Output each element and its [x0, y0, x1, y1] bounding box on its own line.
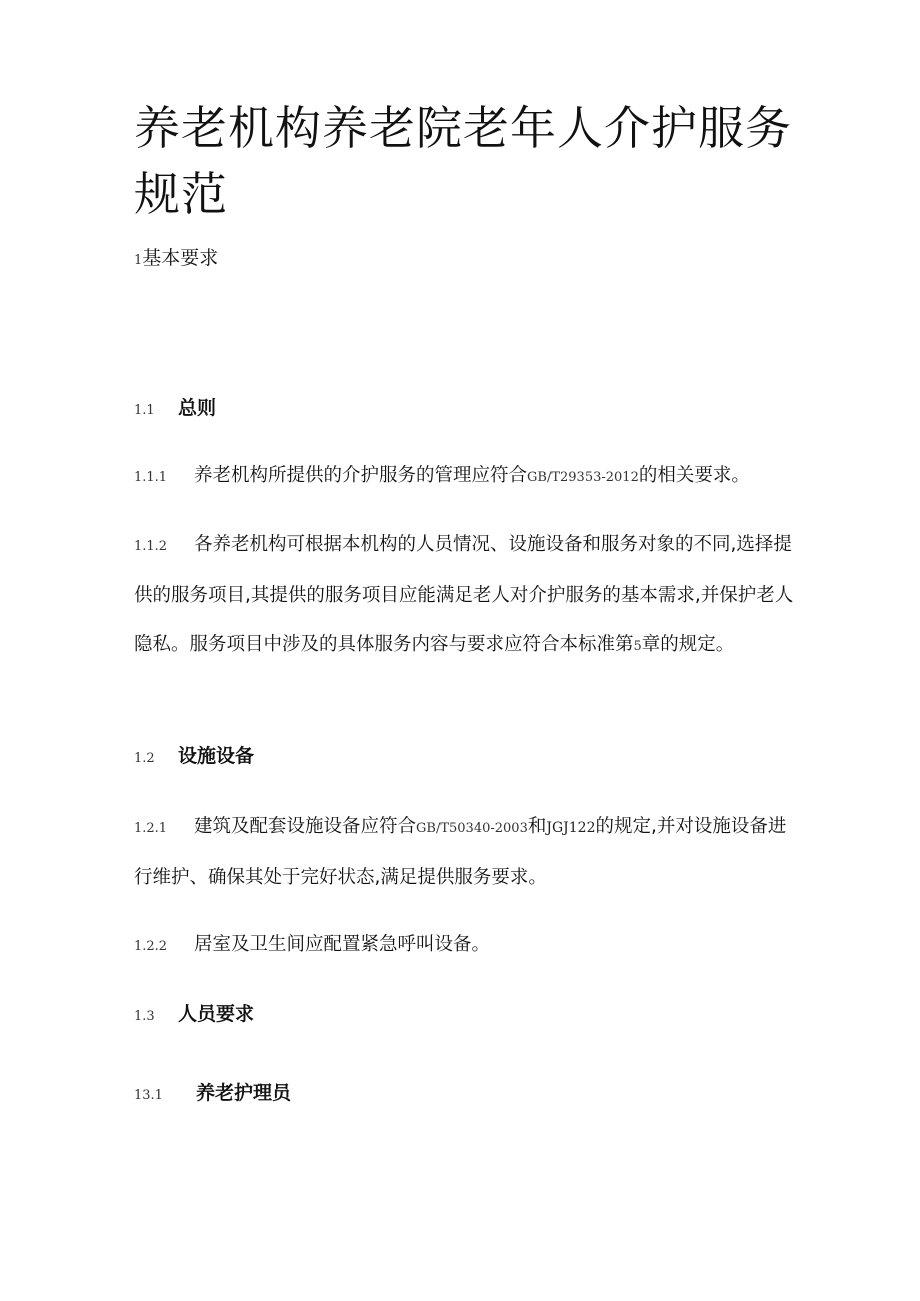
clause-1-1-1: [134, 451, 794, 502]
standard-code: GB/T50340-2003: [416, 821, 528, 836]
clause-text: 的规定,并对设施设备进行维护、确保其处于完好状态,满足提供服务要求。: [134, 816, 787, 888]
section-heading-1-3: [134, 1000, 254, 1031]
subsection-heading-13-1: [134, 1079, 291, 1110]
section-label: 总则: [178, 397, 217, 419]
section-number: 1.3: [134, 1009, 155, 1024]
clause-number: 1.1.2: [134, 539, 168, 554]
standard-code: JGJ122: [546, 820, 596, 836]
clause-text: 各养老机构可根据本机构的人员情况、设施设备和服务对象的不同,选择提供的服务项目,其提供的服务项目应能满足老人对介护服务的基本需求,并保护老人隐私。服务项目中涉及的具体服务内容与要求应符合本标准第: [134, 534, 794, 655]
standard-code: GB/T29353-2012: [527, 470, 639, 485]
section-number: 1.1: [134, 403, 155, 418]
subsection-label: 养老护理员: [196, 1082, 292, 1104]
chapter-heading: [134, 244, 218, 275]
chapter-label: 基本要求: [142, 247, 219, 269]
clause-number: 1.2.1: [134, 821, 168, 836]
clause-1-2-2: [134, 920, 794, 971]
document-title: 养老机构养老院老年人介护服务规范: [134, 101, 792, 221]
clause-number: 1.1.1: [134, 470, 168, 485]
section-heading-1-1: [134, 394, 216, 425]
clause-text: 养老机构所提供的介护服务的管理应符合: [194, 465, 528, 486]
subsection-number: 13.1: [134, 1088, 163, 1103]
clause-text: 居室及卫生间应配置紧急呼叫设备。: [194, 934, 491, 955]
chapter-reference: 5: [633, 639, 642, 654]
clause-text: 建筑及配套设施设备应符合: [194, 816, 417, 837]
section-number: 1.2: [134, 751, 155, 766]
chapter-number: 1: [134, 253, 143, 268]
clause-text: 的相关要求。: [638, 465, 750, 486]
clause-text: 和: [527, 816, 547, 837]
clause-text: 章的规定。: [641, 634, 735, 655]
section-label: 人员要求: [178, 1003, 255, 1025]
clause-1-1-2: [134, 520, 794, 671]
section-heading-1-2: [134, 742, 254, 773]
section-label: 设施设备: [178, 745, 255, 767]
clause-number: 1.2.2: [134, 939, 168, 954]
clause-1-2-1: [134, 802, 794, 902]
